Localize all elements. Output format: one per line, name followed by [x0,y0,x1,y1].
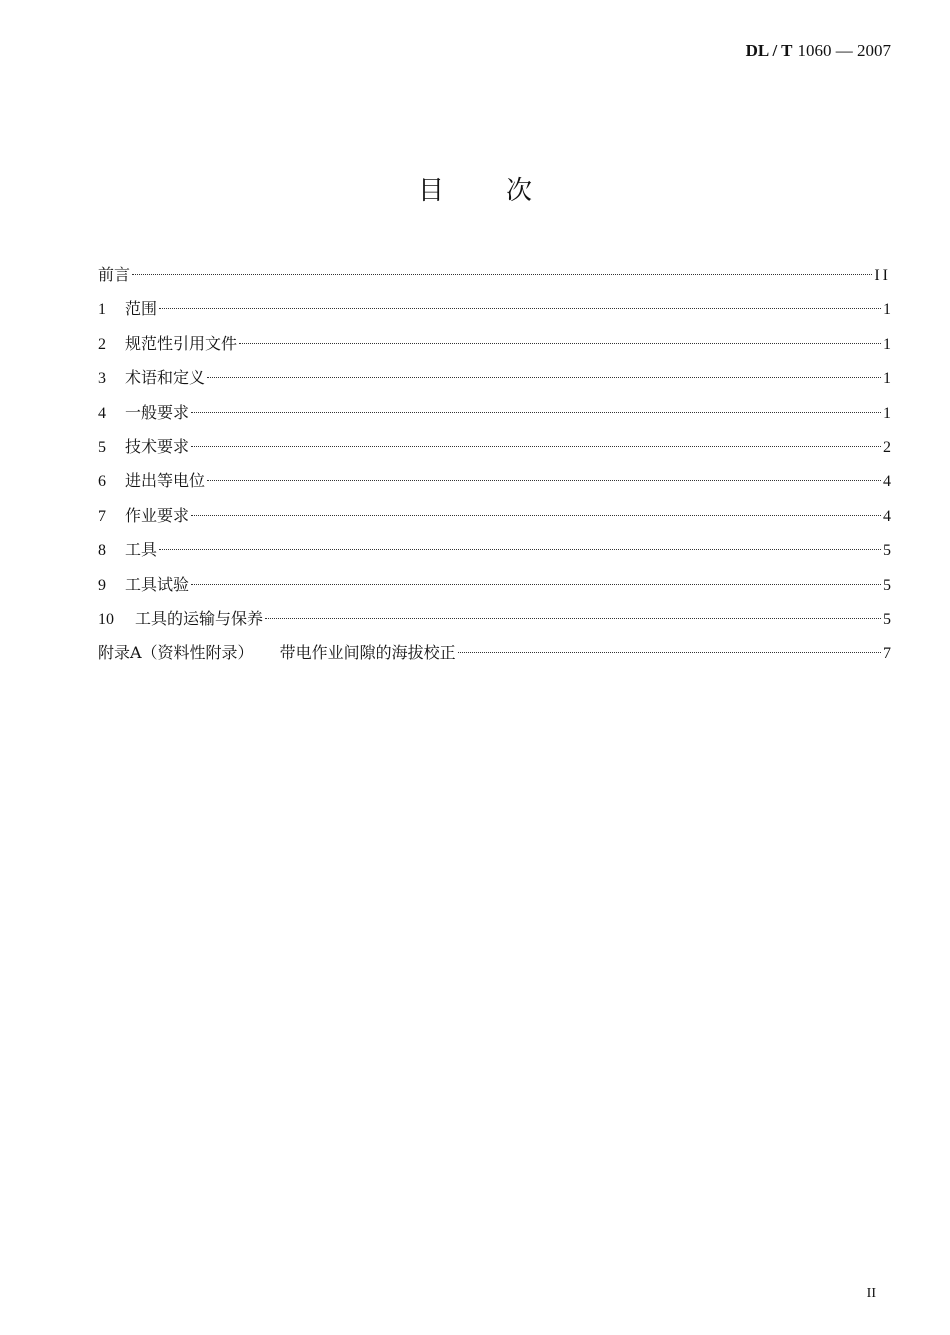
toc-entry-page: 2 [883,438,891,456]
toc-entry-title: 工具试验 [125,574,190,594]
standard-prefix: DL / T [745,41,793,60]
toc-entry-6[interactable] [98,468,891,502]
toc-entry-number: 8 [98,542,106,560]
toc-entry-number: 10 [98,610,114,628]
toc-entry-page: 1 [883,301,891,319]
toc-entry-number: 5 [98,438,106,456]
dot-leader [458,652,881,653]
toc-entry-title: 前言 [98,265,131,284]
dot-leader [191,515,881,516]
toc-entry-3[interactable] [98,365,891,399]
toc-entry-8[interactable] [98,537,891,571]
toc-entry-2[interactable] [98,331,891,365]
dot-leader [239,343,881,344]
dot-leader [207,377,881,378]
toc-entry-page: 5 [883,542,891,560]
toc-entry-page: 1 [883,335,891,353]
toc-entry-5[interactable] [98,434,891,468]
toc-entry-1[interactable] [98,296,891,330]
toc-entry-page: II [874,267,891,284]
toc-entry-9[interactable] [98,572,891,606]
toc-entry-title: 一般要求 [125,402,190,422]
toc-entry-10[interactable] [98,606,891,640]
toc-entry-page: 4 [883,507,891,525]
table-of-contents [98,262,891,675]
toc-entry-7[interactable] [98,503,891,537]
toc-entry-number: 9 [98,576,106,594]
page-number: II [866,1286,876,1301]
dot-leader [191,446,881,447]
toc-entry-page: 5 [883,610,891,628]
toc-entry-number: 4 [98,404,106,422]
toc-entry-page: 5 [883,576,891,594]
toc-entry-4[interactable] [98,400,891,434]
toc-entry-title: 术语和定义 [125,368,206,388]
appendix-prefix: 附录A（资料性附录） [98,643,254,663]
standard-code [746,41,891,61]
toc-entry-page: 7 [883,645,891,663]
toc-entry-title: 作业要求 [125,505,190,525]
dot-leader [159,549,881,550]
dot-leader [191,412,881,413]
toc-entry-title: 进出等电位 [125,471,206,491]
toc-entry-page: 1 [883,370,891,388]
toc-entry-number: 2 [98,335,106,353]
toc-entry-title: 工具的运输与保养 [135,608,264,628]
toc-entry-title: 工具 [125,540,158,560]
title-char-1: 目 [417,176,444,206]
dot-leader [207,480,881,481]
toc-entry-title: 范围 [125,299,158,319]
toc-entry-appendix-a[interactable] [98,640,891,674]
toc-entry-number: 7 [98,507,106,525]
title-char-2: 次 [506,176,533,206]
standard-number-year: 1060 — 2007 [797,41,891,60]
toc-entry-page: 1 [883,404,891,422]
dot-leader [159,308,881,309]
dot-leader [132,274,872,275]
toc-entry-number: 6 [98,473,106,491]
toc-entry-title: 技术要求 [125,436,190,456]
dot-leader [265,618,881,619]
toc-entry-number: 1 [98,301,106,319]
toc-entry-appendix-label [98,640,456,666]
toc-entry-preface[interactable] [98,262,891,296]
toc-entry-title: 带电作业间隙的海拔校正 [279,643,456,663]
toc-entry-title: 规范性引用文件 [125,333,238,353]
dot-leader [191,584,881,585]
toc-entry-page: 4 [883,473,891,491]
toc-entry-number: 3 [98,370,106,388]
page-title [0,170,950,207]
